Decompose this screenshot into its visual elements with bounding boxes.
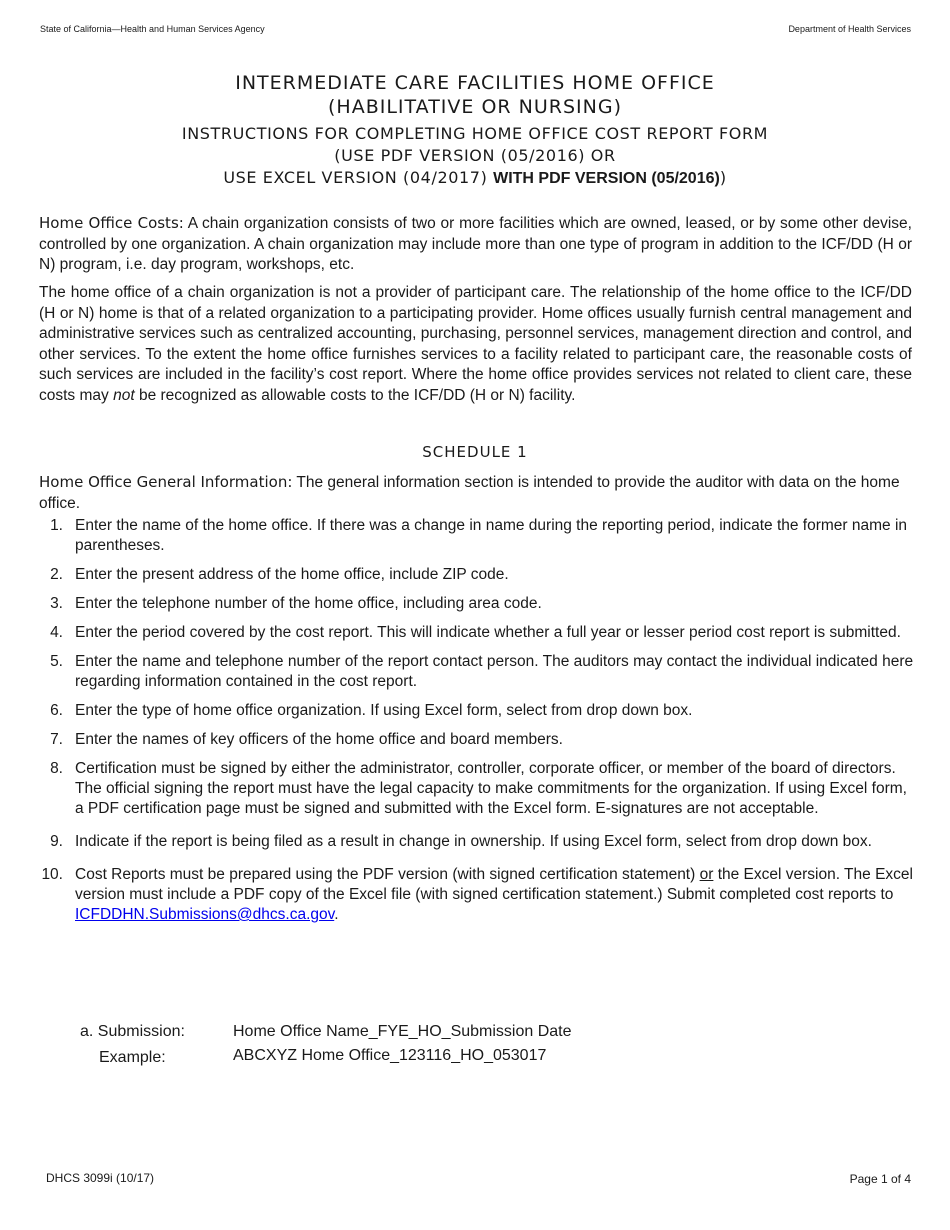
list-item-text-end: . — [334, 906, 339, 923]
page-number: Page 1 of 4 — [849, 1172, 911, 1186]
schedule-heading: SCHEDULE 1 — [422, 443, 528, 461]
list-item — [39, 730, 919, 750]
list-item — [39, 516, 919, 556]
list-item — [39, 759, 919, 819]
intro-paragraph-2 — [39, 283, 912, 406]
example-value: ABCXYZ Home Office_123116_HO_053017 — [233, 1047, 547, 1064]
subtitle-line-3 — [0, 167, 950, 190]
submission-email-link[interactable]: ICFDDHN.Submissions@dhcs.ca.gov — [75, 906, 335, 923]
emphasis-not: not — [113, 386, 135, 404]
title-line-1: INTERMEDIATE CARE FACILITIES HOME OFFICE — [235, 72, 715, 94]
list-item-text: Cost Reports must be prepared using the PDF version (with signed certification statement) — [75, 866, 700, 883]
general-info-paragraph — [39, 472, 912, 514]
list-item — [39, 652, 919, 692]
general-info-text: The general information section is intended to provide the auditor with data on the home office. — [39, 474, 900, 512]
list-item-text: Certification must be signed by either the administrator, controller, corporate officer, or member of the board of directors. The official signing the report must have the legal capacity to make commitments for the organization. If using Excel form, a PDF certification page must be signed and submitted with the Excel form. E-signatures are not acceptable. — [75, 760, 907, 817]
submission-format: Home Office Name_FYE_HO_Submission Date — [233, 1023, 572, 1040]
list-item-number: 4. — [50, 624, 63, 641]
subtitle-bold: WITH PDF VERSION (05/2016) — [493, 170, 720, 187]
list-item — [39, 701, 919, 721]
list-item-number: 2. — [50, 566, 63, 583]
instruction-list — [39, 516, 919, 934]
home-office-costs-lead: Home Office Costs: — [39, 214, 184, 232]
list-item-number: 3. — [50, 595, 63, 612]
document-title — [0, 71, 950, 190]
intro-paragraph-2-text: The home office of a chain organization is not a provider of participant care. The relationship of the home office to the ICF/DD (H or N) home is that of a related organization to a participating provider. Home offices usually furnish central management and administrative services such as centralized accounting, purchasing, personnel services, management direction and control, and other services. To the extent the home office furnishes services to a facility related to participant care, the reasonable costs of such services are included in the facility’s cost report. Where the home office provides services not related to client care, these costs may — [39, 284, 912, 404]
subtitle-line-3-prefix: USE EXCEL VERSION (04/2017) — [223, 168, 494, 187]
list-item — [39, 832, 919, 852]
intro-paragraph-1-text: A chain organization consists of two or more facilities which are owned, leased, or by some other devise, controlled by one organization. A chain organization may include more than one type of program in addition to the ICF/DD (H or N) program, i.e. day program, workshops, etc. — [39, 215, 912, 273]
subtitle-line-3-suffix: ) — [719, 168, 727, 187]
list-item-text: Enter the names of key officers of the home office and board members. — [75, 731, 563, 748]
underlined-or: or — [699, 866, 714, 883]
subtitle-line-2: (USE PDF VERSION (05/2016) OR — [334, 146, 616, 165]
general-info-lead: Home Office General Information: — [39, 473, 293, 491]
list-item-number: 6. — [50, 702, 63, 719]
list-item-text: Enter the period covered by the cost report. This will indicate whether a full year or lesser period cost report is submitted. — [75, 624, 901, 641]
list-item-text: Indicate if the report is being filed as a result in change in ownership. If using Excel form, select from drop down box. — [75, 833, 872, 850]
form-id: DHCS 3099i (10/17) — [46, 1171, 155, 1185]
list-item — [39, 594, 919, 614]
list-item-number: 9. — [50, 833, 63, 850]
department-header: Department of Health Services — [788, 24, 911, 34]
list-item-number: 10. — [41, 866, 63, 883]
subtitle-line-1: INSTRUCTIONS FOR COMPLETING HOME OFFICE COST REPORT FORM — [181, 124, 769, 143]
submission-label: a. Submission: — [80, 1023, 185, 1040]
list-item-text-continued: the Excel version. The Excel version must include a PDF copy of the Excel file (with signed certification statement.) Submit completed cost reports to — [75, 866, 913, 903]
intro-paragraph-2-end: be recognized as allowable costs to the ICF/DD (H or N) facility. — [134, 386, 576, 404]
example-label: Example: — [99, 1049, 166, 1066]
list-item-text: Enter the type of home office organization. If using Excel form, select from drop down box. — [75, 702, 693, 719]
agency-header: State of California—Health and Human Services Agency — [40, 24, 265, 34]
list-item-number: 8. — [50, 760, 63, 777]
list-item-text: Enter the name of the home office. If there was a change in name during the reporting period, indicate the former name in parentheses. — [75, 517, 908, 554]
list-item-text: Enter the telephone number of the home office, including area code. — [75, 595, 542, 612]
title-line-2: (HABILITATIVE OR NURSING) — [328, 96, 622, 118]
list-item-text: Enter the name and telephone number of the report contact person. The auditors may contact the individual indicated here regarding information contained in the cost report. — [75, 653, 914, 690]
list-item — [39, 565, 919, 585]
intro-paragraph-1 — [39, 213, 912, 276]
list-item-number: 1. — [50, 517, 63, 534]
list-item — [39, 865, 919, 925]
list-item-number: 5. — [50, 653, 63, 670]
list-item-text: Enter the present address of the home office, include ZIP code. — [75, 566, 509, 583]
list-item-number: 7. — [50, 731, 63, 748]
list-item — [39, 623, 919, 643]
